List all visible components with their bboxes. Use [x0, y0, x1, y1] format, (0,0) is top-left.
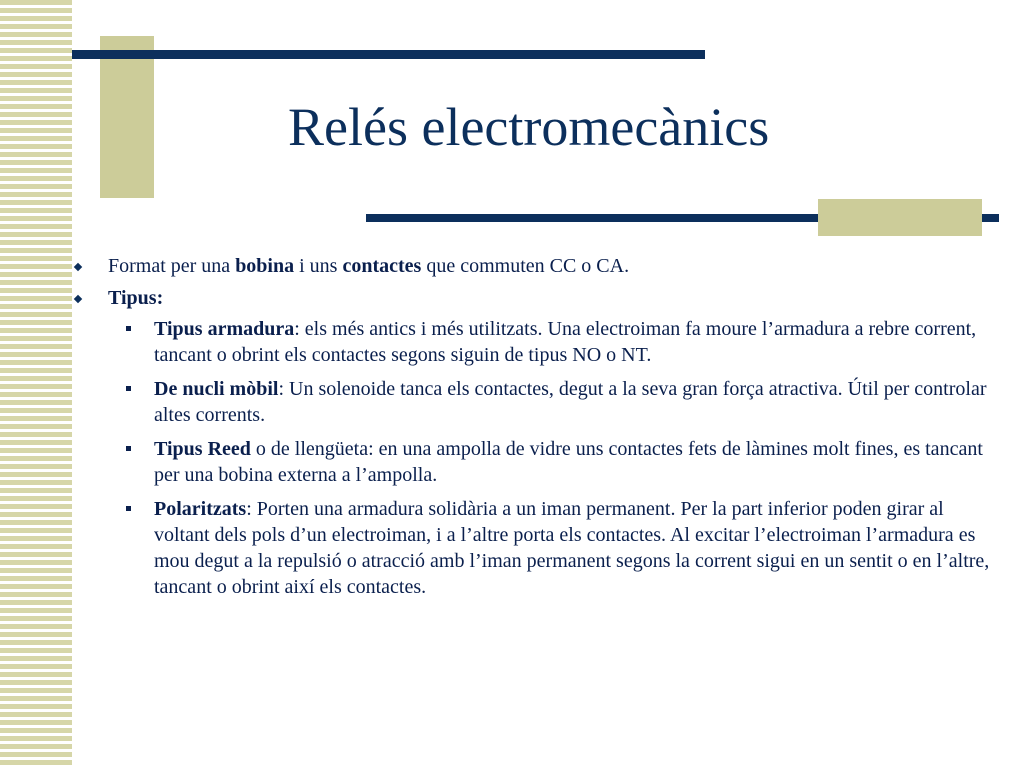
subbullet-text: : Porten una armadura solidària a un iman permanent. Per la part inferior poden girar al voltant dels pols d’un electroiman, i a l’altre porta els contactes. Al excitar l’electroiman l’armadura es mou degut a la repulsió o atracció amb l’iman permanent segons la corrent sigui en un sentit o en l’altre, tancant o obrint així els contactes. — [154, 498, 990, 598]
subbullet-tipus-armadura — [72, 316, 992, 368]
diamond-bullet-icon — [74, 263, 82, 271]
subbullet-term: Polaritzats — [154, 498, 247, 520]
bullet-tipus — [72, 284, 992, 312]
left-stripe-border — [0, 0, 72, 768]
subbullet-text: : els més antics i més utilitzats. Una electroiman fa moure l’armadura a rebre corrent, tancant o obrint els contactes segons siguin de tipus NO o NT. — [154, 318, 977, 366]
subbullet-text: o de llengüeta: en una ampolla de vidre uns contactes fets de làmines molt fines, es tancant per una bobina externa a l’ampolla. — [154, 438, 983, 486]
bullet-format-mid: i uns — [294, 255, 343, 277]
square-bullet-icon — [126, 326, 131, 331]
square-bullet-icon — [126, 506, 131, 511]
subbullet-nucli-mobil — [72, 376, 992, 428]
subbullet-term: De nucli mòbil — [154, 378, 279, 400]
bullet-format — [72, 252, 992, 280]
diamond-bullet-icon — [74, 295, 82, 303]
slide-body — [72, 252, 992, 608]
bullet-format-post: que commuten CC o CA. — [421, 255, 630, 277]
bullet-format-bobina: bobina — [235, 255, 295, 277]
decor-navy-bar-top — [72, 50, 705, 59]
square-bullet-icon — [126, 446, 131, 451]
bullet-format-contactes: contactes — [342, 255, 422, 277]
bullet-tipus-label: Tipus: — [108, 287, 164, 309]
square-bullet-icon — [126, 386, 131, 391]
subbullet-term: Tipus Reed — [154, 438, 251, 460]
subbullet-tipus-reed — [72, 436, 992, 488]
slide-title: Relés electromecànics — [288, 97, 770, 157]
decor-tan-block-bottom — [818, 199, 982, 236]
bullet-format-pre: Format per una — [108, 255, 236, 277]
subbullet-term: Tipus armadura — [154, 318, 295, 340]
subbullet-polaritzats — [72, 496, 992, 600]
subbullet-text: : Un solenoide tanca els contactes, degut a la seva gran força atractiva. Útil per controlar altes corrents. — [154, 378, 987, 426]
decor-tan-block-top — [100, 36, 154, 198]
